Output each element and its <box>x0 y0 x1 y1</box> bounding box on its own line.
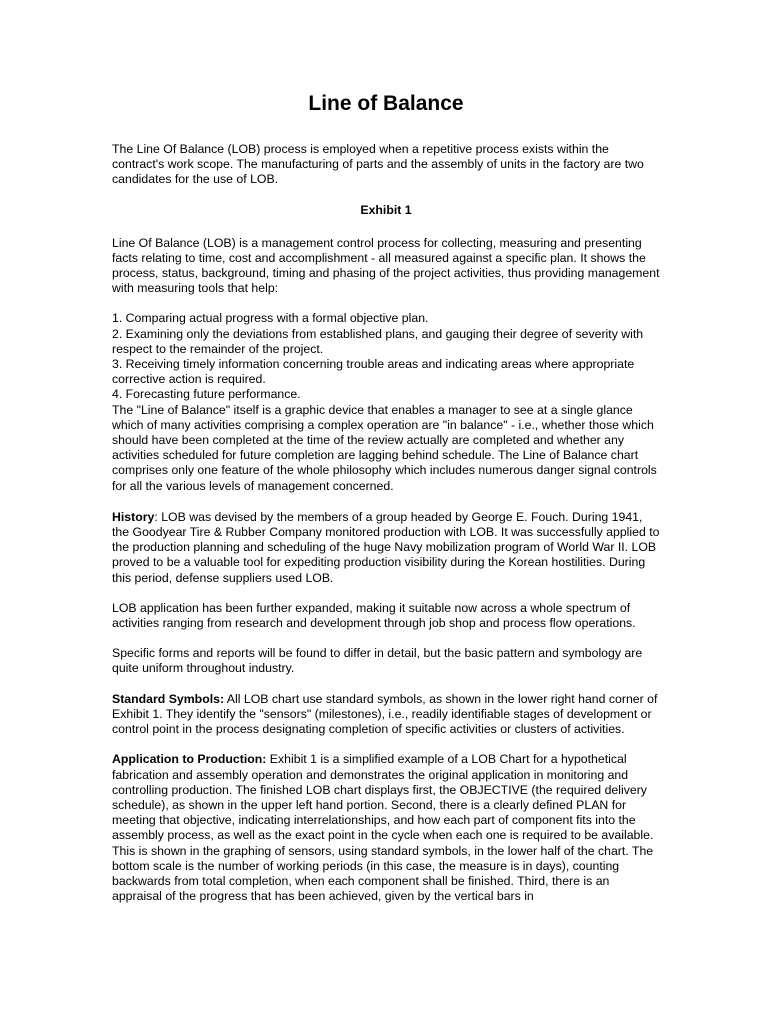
exhibit-label: Exhibit 1 <box>360 202 412 217</box>
graphic-device-paragraph: The "Line of Balance" itself is a graphic device that enables a manager to see at a single glance which of many activities comprising a complex operation are "in balance" - i.e., whether those which should have been completed at the time of the review actually are completed and whether any activities scheduled for future completion are lagging behind schedule. The Line of Balance chart comprises only one feature of the whole philosophy which includes numerous danger signal controls for all the various levels of management concerned. <box>112 402 657 493</box>
benefits-list <box>112 311 660 402</box>
history-paragraph <box>112 510 660 586</box>
symbols-paragraph <box>112 692 660 738</box>
list-item: 1. Comparing actual progress with a formal objective plan. <box>112 311 429 326</box>
forms-paragraph: Specific forms and reports will be found to differ in detail, but the basic pattern and symbology are quite uniform throughout industry. <box>112 646 643 676</box>
history-text: : LOB was devised by the members of a group headed by George E. Fouch. During 1941, the Goodyear Tire & Rubber Company monitored production with LOB. It was successfully applied to the production planning and scheduling of the huge Navy mobilization program of World War II. LOB proved to be a valuable tool for expediting production visibility during the Korean hostilities. During this period, defense suppliers used LOB. <box>112 509 660 585</box>
list-item: 3. Receiving timely information concerning trouble areas and indicating areas where appropriate corrective action is required. <box>112 357 635 387</box>
page-title: Line of Balance <box>308 92 464 115</box>
expansion-paragraph: LOB application has been further expanded, making it suitable now across a whole spectrum of activities ranging from research and development through job shop and process flow operations. <box>112 600 636 631</box>
list-item: 2. Examining only the deviations from established plans, and gauging their degree of severity with respect to the remainder of the project. <box>112 326 644 356</box>
symbols-label: Standard Symbols: <box>112 691 225 706</box>
definition-paragraph: Line Of Balance (LOB) is a management control process for collecting, measuring and presenting facts relating to time, cost and accomplishment - all measured against a specific plan. It shows the process, status, background, timing and phasing of the project activities, thus providing management with measuring tools that help: <box>112 235 660 296</box>
document-page <box>112 88 660 919</box>
production-label: Application to Production: <box>112 752 267 767</box>
list-item: 4. Forecasting future performance. <box>112 387 301 402</box>
production-paragraph <box>112 752 660 904</box>
production-text: Exhibit 1 is a simplified example of a LOB Chart for a hypothetical fabrication and assembly operation and demonstrates the original application in monitoring and controlling production. The finished LOB chart displays first, the OBJECTIVE (the required delivery schedule), as shown in the upper left hand portion. Second, there is a clearly defined PLAN for meeting that objective, indicating interrelationships, and how each part of component fits into the assembly process, as well as the exact point in the cycle when each one is required to be available. This is shown in the graphing of sensors, using standard symbols, in the lower half of the chart. The bottom scale is the number of working periods (in this case, the measure is in days), counting backwards from total completion, when each component shall be finished. Third, there is an appraisal of the progress that has been achieved, given by the vertical bars in <box>112 752 654 904</box>
intro-paragraph: The Line Of Balance (LOB) process is employed when a repetitive process exists within the contract's work scope. The manufacturing of parts and the assembly of units in the factory are two candidates for the use of LOB. <box>112 142 644 187</box>
history-label: History <box>112 509 155 524</box>
symbols-text: All LOB chart use standard symbols, as shown in the lower right hand corner of Exhibit 1. They identify the "sensors" (milestones), i.e., readily identifiable stages of development or control point in the process designating completion of specific activities or clusters of activities. <box>112 691 658 737</box>
